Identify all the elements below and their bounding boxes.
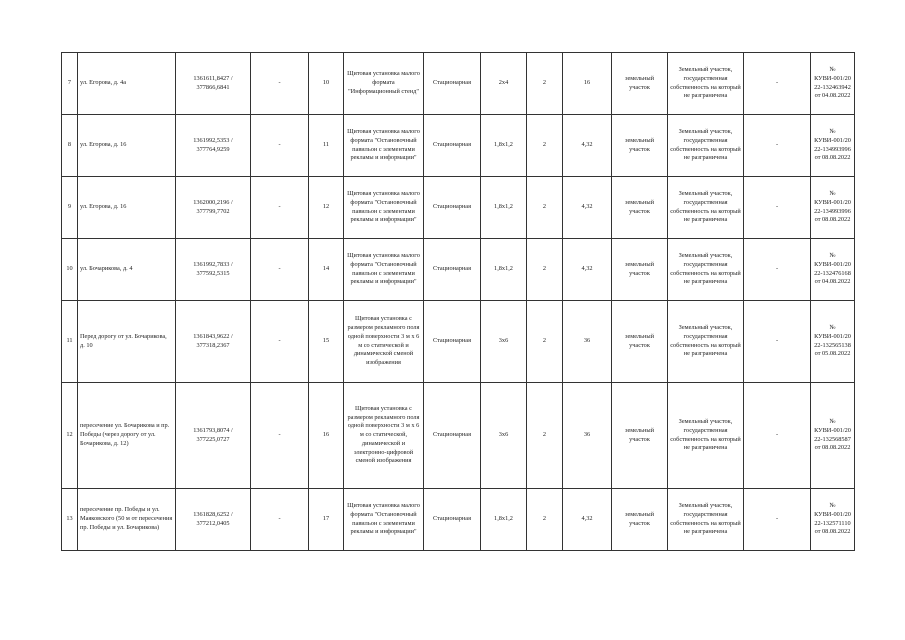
extract-document-cell: № КУВИ-001/2022-134993996 от 08.08.2022 [811, 115, 855, 177]
place-number-cell: 12 [309, 177, 344, 239]
extract-document-cell: № КУВИ-001/2022-132476168 от 04.08.2022 [811, 239, 855, 301]
installation-kind-cell: Стационарная [424, 301, 481, 383]
land-object-cell: земельный участок [612, 489, 668, 551]
address-cell: ул. Егорова, д. 16 [78, 115, 176, 177]
extract-document-cell: № КУВИ-001/2022-132568587 от 08.08.2022 [811, 383, 855, 489]
ownership-cell: Земельный участок, государственная собственность на который не разграничена [668, 53, 744, 115]
empty-value-cell: - [251, 177, 309, 239]
sides-count-cell: 2 [527, 239, 563, 301]
table-row [62, 383, 855, 489]
size-cell: 1,8х1,2 [481, 489, 527, 551]
installation-kind-cell: Стационарная [424, 489, 481, 551]
ownership-cell: Земельный участок, государственная собственность на который не разграничена [668, 115, 744, 177]
empty-value-cell: - [744, 301, 811, 383]
sides-count-cell: 2 [527, 383, 563, 489]
construction-type-cell: Щитовая установка малого формата "Остановочный павильон с элементами рекламы и информации" [344, 115, 424, 177]
area-cell: 36 [563, 301, 612, 383]
ownership-cell: Земельный участок, государственная собственность на который не разграничена [668, 239, 744, 301]
placement-table [61, 52, 855, 551]
ownership-cell: Земельный участок, государственная собственность на который не разграничена [668, 177, 744, 239]
extract-document-cell: № КУВИ-001/2022-132565138 от 05.08.2022 [811, 301, 855, 383]
installation-kind-cell: Стационарная [424, 53, 481, 115]
coordinates-cell: 1361793,8074 / 377225,0727 [176, 383, 251, 489]
place-number-cell: 16 [309, 383, 344, 489]
size-cell: 1,8х1,2 [481, 239, 527, 301]
size-cell: 3х6 [481, 301, 527, 383]
row-number: 11 [62, 301, 78, 383]
area-cell: 4,32 [563, 115, 612, 177]
size-cell: 1,8х1,2 [481, 115, 527, 177]
empty-value-cell: - [251, 115, 309, 177]
empty-value-cell: - [251, 383, 309, 489]
installation-kind-cell: Стационарная [424, 177, 481, 239]
sides-count-cell: 2 [527, 301, 563, 383]
size-cell: 2х4 [481, 53, 527, 115]
empty-value-cell: - [744, 53, 811, 115]
land-object-cell: земельный участок [612, 383, 668, 489]
address-cell: пересечение ул. Бочарикова и пр. Победы (через дорогу от ул. Бочарикова, д. 12) [78, 383, 176, 489]
address-cell: Перед дорогу от ул. Бочарикова, д. 10 [78, 301, 176, 383]
sides-count-cell: 2 [527, 489, 563, 551]
row-number: 10 [62, 239, 78, 301]
row-number: 8 [62, 115, 78, 177]
row-number: 7 [62, 53, 78, 115]
extract-document-cell: № КУВИ-001/2022-132463942 от 04.08.2022 [811, 53, 855, 115]
row-number: 12 [62, 383, 78, 489]
row-number: 13 [62, 489, 78, 551]
coordinates-cell: 1361992,7833 / 377592,5315 [176, 239, 251, 301]
empty-value-cell: - [744, 239, 811, 301]
address-cell: ул. Бочарикова, д. 4 [78, 239, 176, 301]
ownership-cell: Земельный участок, государственная собственность на который не разграничена [668, 489, 744, 551]
area-cell: 16 [563, 53, 612, 115]
address-cell: ул. Егорова, д. 4а [78, 53, 176, 115]
installation-kind-cell: Стационарная [424, 115, 481, 177]
construction-type-cell: Щитовая установка малого формата "Остановочный павильон с элементами рекламы и информации" [344, 489, 424, 551]
empty-value-cell: - [251, 53, 309, 115]
extract-document-cell: № КУВИ-001/2022-134993996 от 08.08.2022 [811, 177, 855, 239]
table-row [62, 177, 855, 239]
size-cell: 3х6 [481, 383, 527, 489]
place-number-cell: 11 [309, 115, 344, 177]
coordinates-cell: 1361611,8427 / 377866,6841 [176, 53, 251, 115]
sides-count-cell: 2 [527, 53, 563, 115]
address-cell: пересечение пр. Победы и ул. Маяковского (50 м от пересечения пр. Победы и ул. Бочарикова) [78, 489, 176, 551]
coordinates-cell: 1361828,6252 / 377212,0405 [176, 489, 251, 551]
empty-value-cell: - [744, 489, 811, 551]
area-cell: 4,32 [563, 489, 612, 551]
table-row [62, 301, 855, 383]
table-row [62, 489, 855, 551]
construction-type-cell: Щитовая установка малого формата "Остановочный павильон с элементами рекламы и информации" [344, 177, 424, 239]
construction-type-cell: Щитовая установка с размером рекламного поля одной поверхности 3 м х 6 м со статической и динамической сменой изображения [344, 301, 424, 383]
address-cell: ул. Егорова, д. 16 [78, 177, 176, 239]
area-cell: 4,32 [563, 177, 612, 239]
extract-document-cell: № КУВИ-001/2022-132571110 от 08.08.2022 [811, 489, 855, 551]
empty-value-cell: - [251, 489, 309, 551]
place-number-cell: 14 [309, 239, 344, 301]
place-number-cell: 17 [309, 489, 344, 551]
coordinates-cell: 1362000,2196 / 377799,7702 [176, 177, 251, 239]
land-object-cell: земельный участок [612, 301, 668, 383]
installation-kind-cell: Стационарная [424, 239, 481, 301]
land-object-cell: земельный участок [612, 239, 668, 301]
table-row [62, 115, 855, 177]
construction-type-cell: Щитовая установка малого формата "Информационный стенд" [344, 53, 424, 115]
table-row [62, 53, 855, 115]
installation-kind-cell: Стационарная [424, 383, 481, 489]
row-number: 9 [62, 177, 78, 239]
sides-count-cell: 2 [527, 177, 563, 239]
land-object-cell: земельный участок [612, 177, 668, 239]
table-body [62, 53, 855, 551]
area-cell: 4,32 [563, 239, 612, 301]
coordinates-cell: 1361843,9622 / 377318,2367 [176, 301, 251, 383]
place-number-cell: 15 [309, 301, 344, 383]
empty-value-cell: - [744, 177, 811, 239]
ownership-cell: Земельный участок, государственная собственность на который не разграничена [668, 301, 744, 383]
coordinates-cell: 1361992,5353 / 377764,9259 [176, 115, 251, 177]
empty-value-cell: - [744, 383, 811, 489]
land-object-cell: земельный участок [612, 53, 668, 115]
construction-type-cell: Щитовая установка с размером рекламного поля одной поверхности 3 м х 6 м со статической, динамической и электронно-цифровой сменой изображения [344, 383, 424, 489]
place-number-cell: 10 [309, 53, 344, 115]
empty-value-cell: - [744, 115, 811, 177]
sides-count-cell: 2 [527, 115, 563, 177]
empty-value-cell: - [251, 239, 309, 301]
area-cell: 36 [563, 383, 612, 489]
table-row [62, 239, 855, 301]
ownership-cell: Земельный участок, государственная собственность на который не разграничена [668, 383, 744, 489]
size-cell: 1,8х1,2 [481, 177, 527, 239]
land-object-cell: земельный участок [612, 115, 668, 177]
empty-value-cell: - [251, 301, 309, 383]
construction-type-cell: Щитовая установка малого формата "Остановочный павильон с элементами рекламы и информации" [344, 239, 424, 301]
